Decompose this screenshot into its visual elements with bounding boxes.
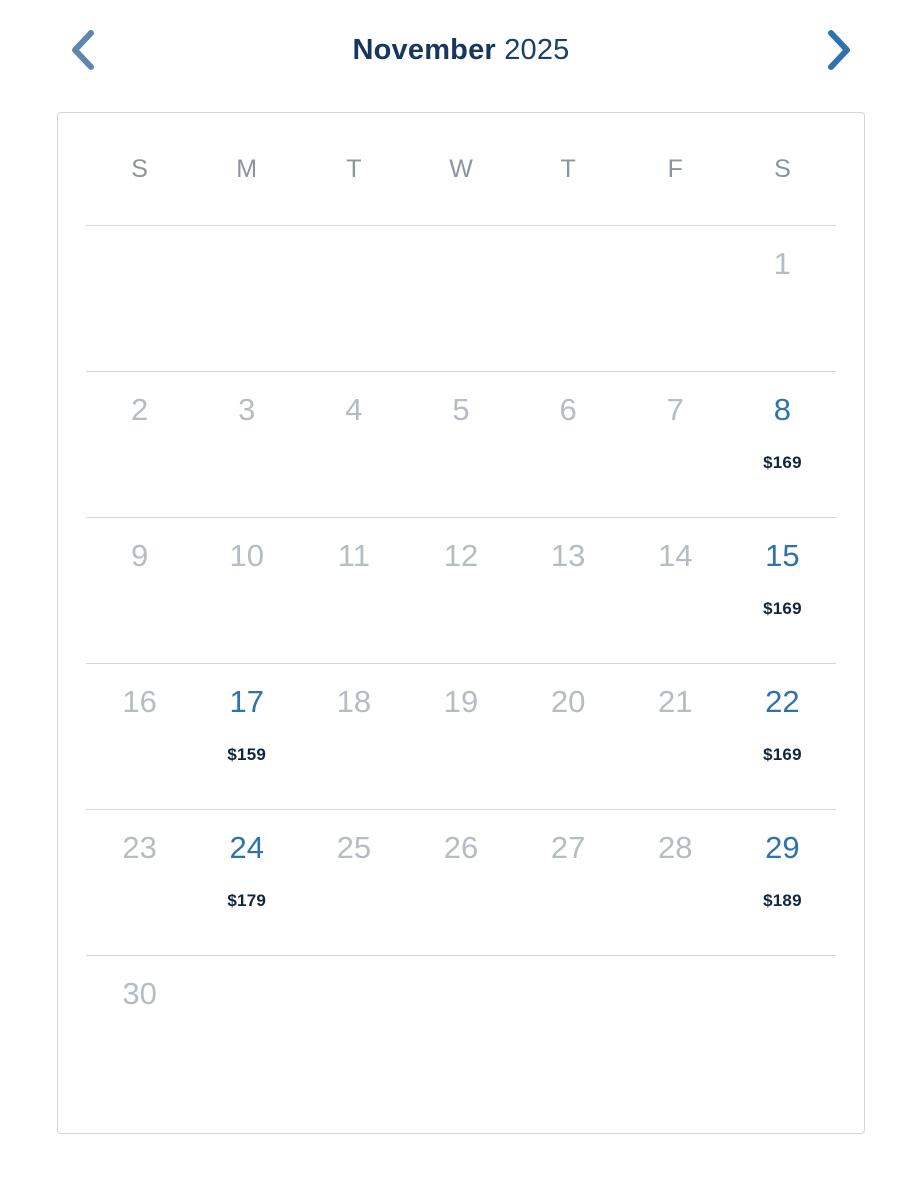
calendar-day-unavailable: [86, 518, 193, 664]
row-right-padding: [836, 810, 864, 956]
calendar-day-empty: [86, 226, 193, 372]
calendar-day-available[interactable]: [193, 810, 300, 956]
calendar-day-unavailable: [407, 664, 514, 810]
day-number: 2: [130, 392, 149, 427]
calendar-week-row: [58, 226, 864, 372]
calendar-body: [58, 226, 864, 1102]
calendar-day-unavailable: [515, 810, 622, 956]
calendar-day-unavailable: [193, 518, 300, 664]
month-title: [352, 34, 569, 67]
day-price: $169: [763, 599, 802, 618]
day-price: $179: [227, 891, 267, 910]
weekday-tue: T: [300, 113, 407, 226]
row-right-padding: [836, 518, 864, 664]
row-left-padding: [58, 518, 86, 664]
day-number: 25: [336, 830, 372, 865]
day-number: 24: [229, 830, 264, 865]
day-number: 10: [229, 538, 264, 573]
day-number: 3: [238, 392, 256, 427]
day-number: 17: [229, 684, 264, 719]
month-year: 2025: [504, 33, 570, 66]
grid-right-padding: [836, 113, 864, 226]
chevron-left-icon: [69, 29, 97, 71]
calendar-day-empty: [515, 956, 622, 1102]
calendar-day-empty: [622, 226, 729, 372]
row-right-padding: [836, 664, 864, 810]
calendar-day-unavailable: [193, 372, 300, 518]
calendar-week-row: [58, 664, 864, 810]
calendar-day-empty: [622, 956, 729, 1102]
calendar-day-unavailable: [86, 810, 193, 956]
calendar-day-empty: [193, 226, 300, 372]
weekday-sat: S: [729, 113, 836, 226]
row-left-padding: [58, 810, 86, 956]
calendar-day-available[interactable]: [729, 518, 836, 664]
day-price: $189: [763, 891, 802, 910]
day-number: 16: [122, 684, 157, 719]
weekday-sun: S: [86, 113, 193, 226]
row-right-padding: [836, 956, 864, 1102]
calendar-day-empty: [193, 956, 300, 1102]
day-number: 20: [550, 684, 586, 719]
calendar-day-unavailable: [729, 226, 836, 372]
calendar-day-unavailable: [86, 956, 193, 1102]
grid-left-padding: [58, 113, 86, 226]
day-number: 5: [452, 392, 470, 427]
day-number: 15: [765, 538, 800, 573]
calendar-day-empty: [407, 956, 514, 1102]
calendar-day-unavailable: [86, 372, 193, 518]
day-number: 18: [336, 684, 372, 719]
day-number: 12: [443, 538, 479, 573]
calendar-week-row: [58, 372, 864, 518]
calendar-day-unavailable: [300, 518, 407, 664]
day-price: $169: [763, 745, 802, 764]
day-number: 14: [658, 538, 693, 573]
row-left-padding: [58, 226, 86, 372]
calendar-day-empty: [300, 226, 407, 372]
calendar-day-unavailable: [407, 518, 514, 664]
day-number: 4: [345, 392, 363, 427]
day-number: 23: [122, 830, 157, 865]
calendar-week-row: [58, 956, 864, 1102]
calendar-week-row: [58, 810, 864, 956]
day-number: 22: [765, 684, 800, 719]
day-number: 7: [666, 392, 684, 427]
calendar-day-unavailable: [622, 372, 729, 518]
calendar-day-available[interactable]: [729, 664, 836, 810]
day-number: 21: [658, 684, 693, 719]
calendar-day-unavailable: [300, 664, 407, 810]
calendar-table: [58, 113, 864, 1101]
calendar-day-unavailable: [622, 664, 729, 810]
prev-month-button[interactable]: [60, 27, 106, 73]
weekday-fri: F: [622, 113, 729, 226]
row-right-padding: [836, 226, 864, 372]
calendar-day-available[interactable]: [193, 664, 300, 810]
calendar-day-empty: [300, 956, 407, 1102]
calendar-day-unavailable: [407, 810, 514, 956]
row-right-padding: [836, 372, 864, 518]
day-number: 30: [122, 976, 157, 1011]
chevron-right-icon: [825, 29, 853, 71]
row-left-padding: [58, 372, 86, 518]
day-price: $159: [227, 745, 267, 764]
row-left-padding: [58, 956, 86, 1102]
calendar-day-empty: [515, 226, 622, 372]
calendar-day-unavailable: [515, 664, 622, 810]
day-number: 8: [773, 392, 792, 427]
month-name: November: [352, 33, 496, 66]
day-number: 11: [337, 538, 370, 573]
calendar-day-unavailable: [515, 518, 622, 664]
calendar-day-unavailable: [407, 372, 514, 518]
weekday-mon: M: [193, 113, 300, 226]
day-number: 28: [658, 830, 693, 865]
weekday-wed: W: [407, 113, 514, 226]
calendar-header: [0, 0, 922, 100]
calendar-day-available[interactable]: [729, 372, 836, 518]
day-number: 9: [130, 538, 149, 573]
day-number: 13: [550, 538, 586, 573]
day-number: 19: [443, 684, 479, 719]
day-number: 6: [559, 392, 577, 427]
day-number: 27: [550, 830, 586, 865]
calendar-day-empty: [729, 956, 836, 1102]
day-number: 26: [443, 830, 479, 865]
calendar-day-unavailable: [86, 664, 193, 810]
calendar-day-unavailable: [622, 518, 729, 664]
calendar-day-empty: [407, 226, 514, 372]
calendar-grid-card: [57, 112, 865, 1134]
calendar-day-unavailable: [300, 810, 407, 956]
next-month-button[interactable]: [816, 27, 862, 73]
day-number: 29: [765, 830, 800, 865]
calendar-day-unavailable: [515, 372, 622, 518]
day-number: 1: [773, 246, 792, 281]
calendar-day-available[interactable]: [729, 810, 836, 956]
day-price: $169: [763, 453, 802, 472]
weekday-header-row: [58, 113, 864, 226]
row-left-padding: [58, 664, 86, 810]
calendar-week-row: [58, 518, 864, 664]
weekday-thu: T: [515, 113, 622, 226]
calendar-day-unavailable: [300, 372, 407, 518]
calendar-day-unavailable: [622, 810, 729, 956]
